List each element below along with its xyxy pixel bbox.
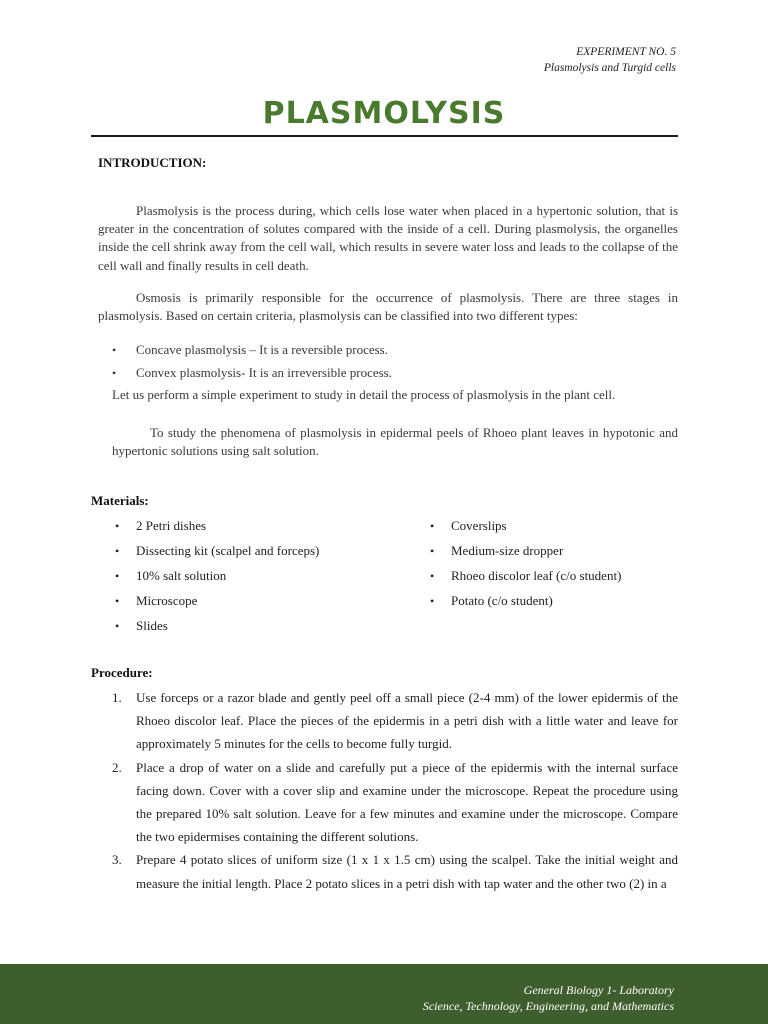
title-divider bbox=[91, 135, 678, 137]
step-text: Prepare 4 potato slices of uniform size (1 x 1 x 1.5 cm) using the scalpel. Take the initial weight and measure the initial length. Place 2 potato slices in a petri dish with tap water and the other two (2) in a bbox=[136, 852, 678, 891]
list-item: • Concave plasmolysis – It is a reversible process. bbox=[112, 342, 388, 357]
list-item: • Coverslips bbox=[430, 518, 507, 533]
materials-list-left bbox=[115, 517, 319, 642]
step-number: 2. bbox=[112, 759, 122, 775]
list-item: • Potato (c/o student) bbox=[430, 593, 553, 608]
list-item: • Dissecting kit (scalpel and forceps) bbox=[115, 543, 320, 558]
list-item: • Microscope bbox=[115, 593, 198, 608]
list-item: • Convex plasmolysis- It is an irreversible process. bbox=[112, 364, 392, 380]
materials-heading: Materials: bbox=[91, 493, 149, 508]
bullet-icon: • bbox=[430, 544, 435, 558]
bullet-icon: • bbox=[115, 519, 120, 533]
bullet-icon: • bbox=[430, 594, 435, 608]
intro-paragraph-4: To study the phenomena of plasmolysis in epidermal peels of Rhoeo plant leaves in hypotonic and hypertonic solutions using salt solution. bbox=[112, 425, 678, 459]
list-item: • Slides bbox=[115, 618, 168, 633]
bullet-icon: • bbox=[115, 594, 120, 608]
introduction-heading: INTRODUCTION: bbox=[98, 155, 207, 170]
plasmolysis-types-list bbox=[112, 341, 392, 386]
list-item: • Medium-size dropper bbox=[430, 543, 564, 558]
experiment-number: EXPERIMENT NO. 5 bbox=[576, 46, 676, 58]
list-item: • Rhoeo discolor leaf (c/o student) bbox=[430, 568, 622, 583]
procedure-steps bbox=[112, 686, 678, 895]
bullet-icon: • bbox=[112, 365, 117, 380]
footer-text bbox=[423, 982, 674, 1014]
experiment-subtitle: Plasmolysis and Turgid cells bbox=[543, 62, 676, 74]
procedure-step bbox=[112, 756, 678, 849]
bullet-icon: • bbox=[430, 519, 435, 533]
intro-paragraph-1: Plasmolysis is the process during, which cells lose water when placed in a hypertonic solution, that is greater in the concentration of solutes compared with the inside of a cell. During plasmolysis, the organelles inside the cell shrink away from the cell wall, which results in severe water loss and leads to the collapse of the cell wall and finally results in cell death. bbox=[98, 203, 678, 273]
step-text: Use forceps or a razor blade and gently peel off a small piece (2-4 mm) of the lower epidermis of the Rhoeo discolor leaf. Place the pieces of the epidermis in a petri dish with a little water and leave for approximately 5 minutes for the cells to become fully turgid. bbox=[136, 690, 678, 752]
procedure-step bbox=[112, 848, 678, 894]
list-item: • 2 Petri dishes bbox=[115, 518, 207, 533]
step-number: 3. bbox=[112, 852, 122, 868]
bullet-icon: • bbox=[115, 619, 120, 633]
intro-paragraph-2: Osmosis is primarily responsible for the occurrence of plasmolysis. There are three stages in plasmolysis. Based on certain criteria, plasmolysis can be classified into two different types: bbox=[98, 290, 678, 324]
list-item: • 10% salt solution bbox=[115, 568, 227, 583]
intro-paragraph-3: Let us perform a simple experiment to study in detail the process of plasmolysis in the plant cell. bbox=[112, 387, 616, 402]
page-footer bbox=[0, 964, 768, 1024]
bullet-icon: • bbox=[112, 343, 117, 357]
step-text: Place a drop of water on a slide and carefully put a piece of the epidermis with the internal surface facing down. Cover with a cover slip and examine under the microscope. Repeat the procedure using the prepared 10% salt solution. Leave for a few minutes and examine under the microscope. Compare the two epidermises containing the different solutions. bbox=[136, 759, 678, 845]
bullet-icon: • bbox=[430, 569, 435, 583]
step-number: 1. bbox=[112, 690, 122, 705]
footer-strand: Science, Technology, Engineering, and Mathematics bbox=[422, 999, 674, 1013]
experiment-header bbox=[544, 44, 676, 76]
procedure-step bbox=[112, 686, 678, 756]
page-title: PLASMOLYSIS bbox=[262, 96, 506, 131]
procedure-heading: Procedure: bbox=[91, 665, 153, 680]
bullet-icon: • bbox=[115, 569, 120, 583]
footer-course: General Biology 1- Laboratory bbox=[523, 983, 674, 997]
bullet-icon: • bbox=[115, 544, 120, 558]
materials-list-right bbox=[430, 517, 621, 617]
